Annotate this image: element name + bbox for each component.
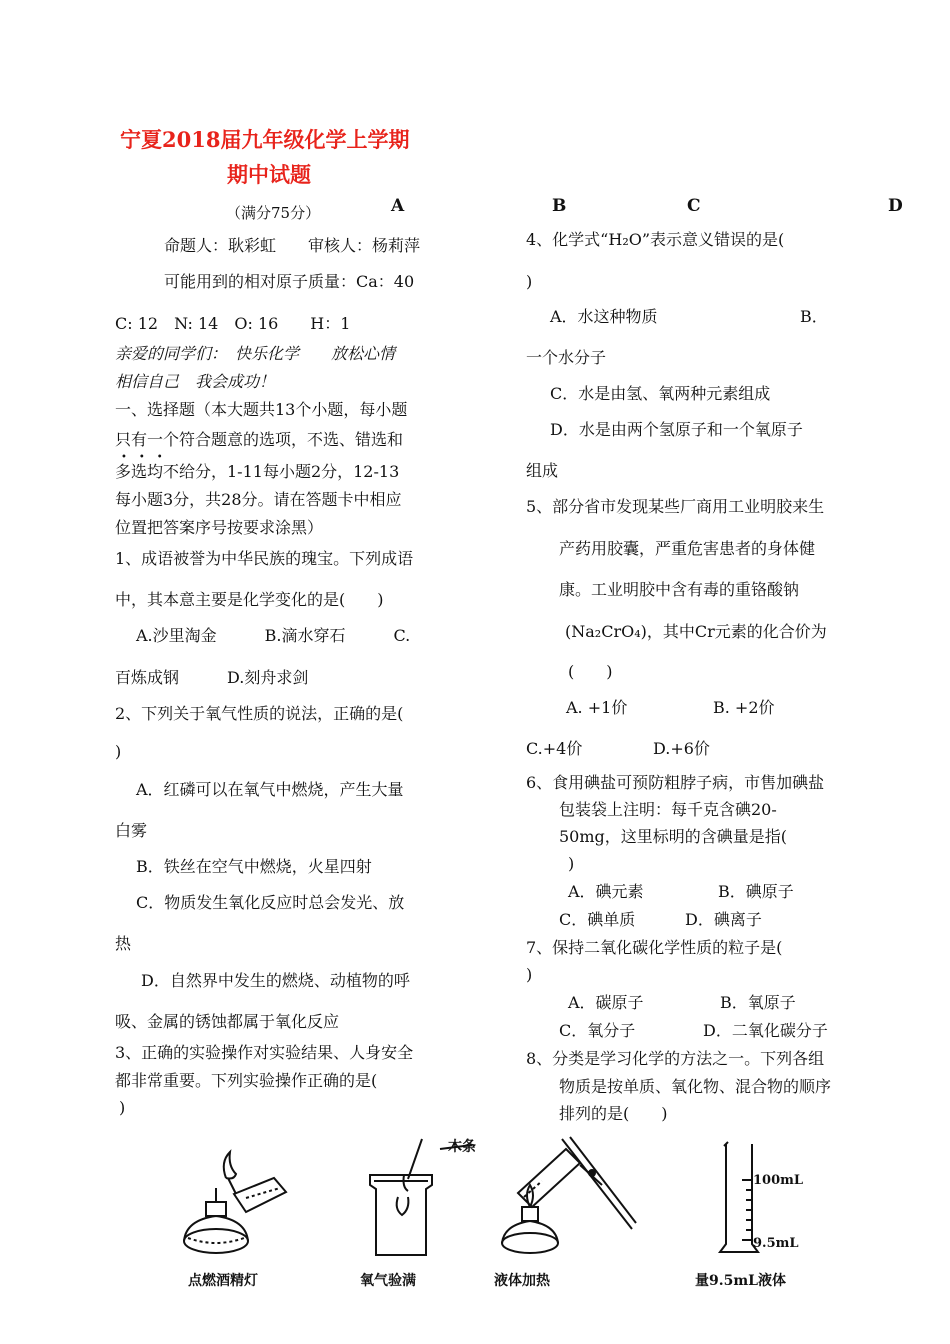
q5-stem: ( ) xyxy=(568,662,613,681)
label-9-5ml: 9.5mL xyxy=(753,1236,799,1251)
section1-line: 多选均不给分，1-11每小题2分，12-13 xyxy=(115,462,400,481)
atomic-masses-line1: 可能用到的相对原子质量：Ca：40 xyxy=(164,272,415,291)
q8-stem: 物质是按单质、氧化物、混合物的顺序 xyxy=(559,1077,832,1096)
q5-option-b: B. +2价 xyxy=(713,698,775,717)
q7-option-c: C．氧分子 xyxy=(559,1021,636,1040)
q2-option-c: C．物质发生氧化反应时总会发光、放 xyxy=(136,893,405,912)
q7-option-b: B．氧原子 xyxy=(720,993,796,1012)
emphasis-dots: ••• xyxy=(121,452,175,463)
atomic-masses-line2: C: 12 N: 14 O: 16 H：1 xyxy=(115,314,351,333)
q7-option-d: D．二氧化碳分子 xyxy=(703,1021,828,1040)
option-letter-c: C xyxy=(687,196,701,216)
alcohol-lamp-lighting-figure xyxy=(176,1148,306,1260)
q2-stem: ) xyxy=(115,742,122,761)
full-marks: （满分75分） xyxy=(226,204,321,222)
doc-title-line1: 宁夏2018届九年级化学上学期 xyxy=(120,127,410,152)
q2-option-a: A．红磷可以在氧气中燃烧，产生大量 xyxy=(136,780,404,799)
q5-option-c: C.+4价 xyxy=(526,739,583,758)
q4-option-d: D．水是由两个氢原子和一个氧原子 xyxy=(550,420,803,439)
section1-line: 只有一个符合题意的选项，不选、错选和 xyxy=(115,430,404,449)
q4-option-c: C．水是由氢、氧两种元素组成 xyxy=(550,384,771,403)
option-letter-b: B xyxy=(552,196,567,216)
q8-stem: 8、分类是学习化学的方法之一。下列各组 xyxy=(526,1049,825,1068)
option-letter-a: A xyxy=(391,196,405,216)
q6-stem: 50mg，这里标明的含碘量是指( xyxy=(559,827,788,846)
q5-stem: (Na₂CrO₄)，其中Cr元素的化合价为 xyxy=(565,622,827,641)
q4-option-d: 组成 xyxy=(526,461,559,480)
q2-option-a: 白雾 xyxy=(115,821,148,840)
q5-option-a: A. +1价 xyxy=(566,698,628,717)
q1-options: 百炼成钢 D.刻舟求剑 xyxy=(115,668,309,687)
q5-stem: 产药用胶囊，严重危害患者的身体健 xyxy=(559,539,816,558)
q1-options: A.沙里淘金 B.滴水穿石 C. xyxy=(136,626,411,645)
q4-option-a: A．水这种物质 xyxy=(550,307,658,326)
caption-measure-liquid: 量9.5mL液体 xyxy=(695,1273,787,1289)
caption-oxygen-test: 氧气验满 xyxy=(360,1273,416,1289)
label-100ml: 100mL xyxy=(753,1173,804,1188)
section1-line: 每小题3分，共28分。请在答题卡中相应 xyxy=(115,490,402,509)
q4-stem: 4、化学式“H₂O”表示意义错误的是( xyxy=(526,230,785,249)
q6-option-c: C．碘单质 xyxy=(559,910,636,929)
q1-stem: 1、成语被誉为中华民族的瑰宝。下列成语 xyxy=(115,549,414,568)
doc-title-line2: 期中试题 xyxy=(227,162,311,187)
q5-option-d: D.+6价 xyxy=(653,739,710,758)
q4-stem: ) xyxy=(526,272,533,291)
q6-option-b: B．碘原子 xyxy=(718,882,794,901)
q8-stem: 排列的是( ) xyxy=(559,1104,668,1123)
q7-stem: ) xyxy=(526,965,533,984)
q6-stem: 包装袋上注明：每千克含碘20- xyxy=(559,800,777,819)
q2-option-c: 热 xyxy=(115,934,132,953)
heating-liquid-figure xyxy=(490,1135,640,1265)
caption-light-lamp: 点燃酒精灯 xyxy=(188,1273,258,1289)
q4-option-b: 一个水分子 xyxy=(526,348,607,367)
q6-stem: ) xyxy=(568,854,575,873)
q4-option-b: B． xyxy=(800,307,828,326)
q6-option-d: D．碘离子 xyxy=(685,910,762,929)
q3-stem: 3、正确的实验操作对实验结果、人身安全 xyxy=(115,1043,414,1062)
encouragement-line2: 相信自己 我会成功！ xyxy=(115,372,276,391)
q2-option-b: B．铁丝在空气中燃烧，火星四射 xyxy=(136,857,372,876)
q5-stem: 5、部分省市发现某些厂商用工业明胶来生 xyxy=(526,497,825,516)
q2-option-d: D．自然界中发生的燃烧、动植物的呼 xyxy=(141,971,410,990)
q5-stem: 康。工业明胶中含有毒的重铬酸钠 xyxy=(559,580,800,599)
q1-stem: 中，其本意主要是化学变化的是( ) xyxy=(115,590,384,609)
q7-stem: 7、保持二氧化碳化学性质的粒子是( xyxy=(526,938,783,957)
q3-stem: 都非常重要。下列实验操作正确的是( xyxy=(115,1071,378,1090)
option-letter-d: D xyxy=(888,196,903,216)
q6-stem: 6、食用碘盐可预防粗脖子病，市售加碘盐 xyxy=(526,773,825,792)
section1-line: 一、选择题（本大题共13个小题，每小题 xyxy=(115,400,408,419)
q6-option-a: A．碘元素 xyxy=(568,882,644,901)
q2-stem: 2、下列关于氧气性质的说法，正确的是( xyxy=(115,704,404,723)
q3-stem: ) xyxy=(119,1098,126,1117)
section1-line: 位置把答案序号按要求涂黑） xyxy=(115,518,324,537)
encouragement-line1: 亲爱的同学们： 快乐化学 放松心情 xyxy=(115,344,396,363)
authors: 命题人：耿彩虹 审核人：杨莉萍 xyxy=(164,236,421,255)
q7-option-a: A．碳原子 xyxy=(568,993,644,1012)
caption-heat-liquid: 液体加热 xyxy=(494,1273,550,1289)
q2-option-d: 吸、金属的锈蚀都属于氧化反应 xyxy=(115,1012,340,1031)
label-wooden-stick: 木条 xyxy=(448,1139,476,1155)
oxygen-full-test-figure xyxy=(360,1135,500,1260)
